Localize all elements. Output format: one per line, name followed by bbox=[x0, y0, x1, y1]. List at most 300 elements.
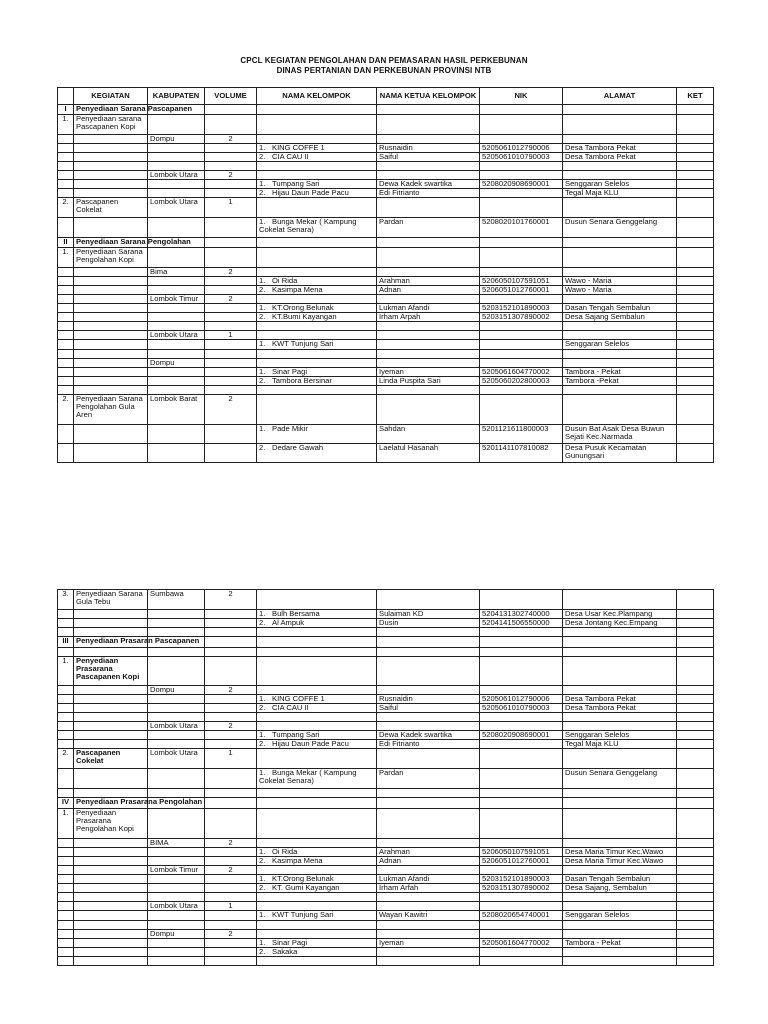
cell-text: Penyediaan Sarana Pengolahan bbox=[76, 237, 191, 246]
cell-num bbox=[58, 171, 74, 180]
cell-text: Lombok Utara bbox=[150, 330, 198, 339]
cell-nik bbox=[480, 789, 563, 798]
cell-text: III bbox=[62, 636, 69, 645]
cell-ket bbox=[677, 939, 714, 948]
group-name: KING COFFE 1 bbox=[272, 143, 325, 152]
group-name: Kasimpa Mena bbox=[272, 285, 323, 294]
cell-text: Desa Tambora Pekat bbox=[565, 143, 636, 152]
cell-volume bbox=[205, 769, 257, 789]
cell-nama-kelompok bbox=[257, 713, 377, 722]
cell-alamat bbox=[563, 286, 677, 295]
cell-text: Dewa Kadek swartika bbox=[379, 730, 453, 739]
cell-ket bbox=[677, 902, 714, 911]
cell-text: 5206051012760001 bbox=[482, 856, 550, 865]
cell-ket bbox=[677, 313, 714, 322]
cell-alamat bbox=[563, 198, 677, 218]
cell-num bbox=[58, 444, 74, 463]
cell-text: Dusin bbox=[379, 618, 399, 627]
cell-kegiatan bbox=[74, 722, 148, 731]
cell-nama-ketua bbox=[377, 628, 480, 637]
cell-text: Sulaiman KD bbox=[379, 609, 424, 618]
cell-kegiatan bbox=[74, 104, 193, 115]
cell-nama-kelompok bbox=[257, 657, 377, 686]
cell-volume bbox=[205, 948, 257, 957]
cell-nama-ketua bbox=[377, 313, 480, 322]
group-name: Oi Rida bbox=[272, 276, 298, 285]
cell-text: Wayan Kawitri bbox=[379, 910, 428, 919]
cell-nama-ketua bbox=[377, 340, 480, 350]
group-name: Hijau Daun Pade Pacu bbox=[272, 188, 349, 197]
cell-ket bbox=[677, 809, 714, 839]
cell-text: Desa Usar Kec.Plampang bbox=[565, 609, 653, 618]
cell-nama-ketua bbox=[377, 331, 480, 340]
cell-nama-kelompok bbox=[257, 893, 377, 902]
cell-nama-kelompok bbox=[257, 619, 377, 628]
cell-nik bbox=[480, 809, 563, 839]
cell-kabupaten bbox=[148, 948, 205, 957]
cell-alamat bbox=[563, 921, 677, 930]
cell-nama-ketua bbox=[377, 798, 480, 809]
cell-nik bbox=[480, 322, 563, 331]
cell-text: Irham Arpah bbox=[379, 312, 421, 321]
cell-nama-kelompok bbox=[257, 322, 377, 331]
cell-nama-ketua bbox=[377, 921, 480, 930]
cell-num bbox=[58, 704, 74, 713]
cell-kegiatan bbox=[74, 902, 148, 911]
cell-text: Desa Tambora Pekat bbox=[565, 694, 636, 703]
cell-volume bbox=[205, 648, 257, 657]
member-number: 1. bbox=[259, 938, 266, 947]
table-row bbox=[58, 911, 714, 921]
cell-kabupaten bbox=[148, 444, 205, 463]
cell-nik bbox=[480, 198, 563, 218]
cell-nama-kelompok bbox=[257, 948, 377, 957]
cell-kegiatan bbox=[74, 957, 148, 966]
cell-num bbox=[58, 115, 74, 135]
cell-text: Dompu bbox=[150, 929, 175, 938]
cell-kegiatan bbox=[74, 731, 148, 740]
cell-ket bbox=[677, 153, 714, 162]
cell-nik bbox=[480, 115, 563, 135]
header-cell-volume: VOLUME bbox=[205, 88, 257, 105]
cell-alamat bbox=[563, 939, 677, 948]
cell-text: Lombok Utara bbox=[150, 197, 198, 206]
cell-alamat bbox=[563, 425, 677, 444]
cell-kabupaten bbox=[148, 115, 205, 135]
cell-num bbox=[58, 798, 74, 809]
cell-nama-kelompok bbox=[257, 444, 377, 463]
cell-nama-ketua bbox=[377, 893, 480, 902]
cell-nik bbox=[480, 939, 563, 948]
cell-nama-ketua bbox=[377, 105, 480, 115]
cell-text: Desa Sajang, Sembalun bbox=[565, 883, 647, 892]
cell-nama-kelompok bbox=[257, 218, 377, 238]
cell-nik bbox=[480, 911, 563, 921]
cell-nama-kelompok bbox=[257, 637, 377, 648]
cell-kabupaten bbox=[148, 331, 205, 340]
cell-nik bbox=[480, 444, 563, 463]
cell-text: Lombok Utara bbox=[150, 721, 198, 730]
cell-ket bbox=[677, 686, 714, 695]
cell-ket bbox=[677, 359, 714, 368]
cell-num bbox=[58, 304, 74, 313]
cell-volume bbox=[205, 957, 257, 966]
cell-num bbox=[58, 749, 74, 769]
cell-kegiatan bbox=[74, 686, 148, 695]
cell-nama-ketua bbox=[377, 386, 480, 395]
cell-text: 5206051012760001 bbox=[482, 285, 550, 294]
group-name: Oi Rida bbox=[272, 847, 298, 856]
cell-volume bbox=[205, 171, 257, 180]
cell-nik bbox=[480, 798, 563, 809]
cell-text: 5205061604770002 bbox=[482, 367, 550, 376]
cell-text: Arahman bbox=[379, 276, 410, 285]
cell-alamat bbox=[563, 153, 677, 162]
cell-kabupaten bbox=[148, 610, 205, 619]
cell-nik bbox=[480, 657, 563, 686]
cell-text: Linda Puspita Sari bbox=[379, 376, 441, 385]
cell-kegiatan bbox=[74, 322, 148, 331]
cell-ket bbox=[677, 657, 714, 686]
cell-text: 2 bbox=[228, 929, 233, 938]
cell-nama-ketua bbox=[377, 395, 480, 425]
cell-text: Senggaran Selelos bbox=[565, 179, 630, 188]
cell-text: 5208020654740001 bbox=[482, 910, 550, 919]
cell-volume bbox=[205, 180, 257, 189]
cell-volume bbox=[205, 425, 257, 444]
cell-num bbox=[58, 911, 74, 921]
cell-text: 1 bbox=[228, 197, 233, 206]
cell-kegiatan bbox=[74, 809, 148, 839]
cell-nik bbox=[480, 857, 563, 866]
cell-ket bbox=[677, 857, 714, 866]
cell-text: 2 bbox=[228, 267, 233, 276]
cell-volume bbox=[205, 144, 257, 153]
cell-volume bbox=[205, 731, 257, 740]
cell-ket bbox=[677, 218, 714, 238]
cell-nik bbox=[480, 340, 563, 350]
group-name: KWT Tunjung Sari bbox=[272, 339, 334, 348]
cell-kegiatan bbox=[74, 135, 148, 144]
cell-num bbox=[58, 722, 74, 731]
member-number: 1. bbox=[259, 424, 266, 433]
cell-ket bbox=[677, 695, 714, 704]
cell-volume bbox=[205, 359, 257, 368]
cell-nik bbox=[480, 769, 563, 789]
cell-ket bbox=[677, 144, 714, 153]
cell-nik bbox=[480, 425, 563, 444]
cell-nama-ketua bbox=[377, 162, 480, 171]
cell-num bbox=[58, 939, 74, 948]
cell-kegiatan bbox=[74, 911, 148, 921]
cell-nama-ketua bbox=[377, 619, 480, 628]
cell-text: Saiful bbox=[379, 152, 398, 161]
cell-ket bbox=[677, 115, 714, 135]
cell-num bbox=[58, 713, 74, 722]
cell-nama-kelompok bbox=[257, 313, 377, 322]
cell-ket bbox=[677, 798, 714, 809]
cell-text: Penyediaan Sarana Pascapanen bbox=[76, 104, 193, 113]
cell-text: Penyediaan Prasaran Pascapanen bbox=[76, 636, 200, 645]
cell-kegiatan bbox=[74, 368, 148, 377]
table-row bbox=[58, 619, 714, 628]
cell-text: Lombok Utara bbox=[150, 170, 198, 179]
cell-num bbox=[58, 857, 74, 866]
cell-num bbox=[58, 218, 74, 238]
cell-text: Arahman bbox=[379, 847, 410, 856]
cell-nik bbox=[480, 189, 563, 198]
cell-text: 5205061012790006 bbox=[482, 694, 550, 703]
cell-volume bbox=[205, 304, 257, 313]
table-row bbox=[58, 637, 714, 648]
cell-text: 5208020908690001 bbox=[482, 179, 550, 188]
group-name: KT.Orong Belunak bbox=[272, 303, 334, 312]
member-number: 2. bbox=[259, 856, 266, 865]
cell-text: Desa Sajang Sembalun bbox=[565, 312, 645, 321]
cell-kabupaten bbox=[148, 590, 205, 610]
cell-text: Lombok Timur bbox=[150, 865, 199, 874]
table-row bbox=[58, 425, 714, 444]
cell-kabupaten bbox=[148, 875, 205, 884]
cell-nama-ketua bbox=[377, 749, 480, 769]
cell-text: Dewa Kadek swartika bbox=[379, 179, 453, 188]
cell-volume bbox=[205, 619, 257, 628]
cell-nama-kelompok bbox=[257, 340, 377, 350]
cell-text: Pascapanen Cokelat bbox=[76, 748, 121, 765]
cell-text: Adnan bbox=[379, 285, 401, 294]
cell-kegiatan bbox=[74, 180, 148, 189]
cell-text: 5203151307890002 bbox=[482, 883, 550, 892]
group-name: Sinar Pagi bbox=[272, 367, 308, 376]
cell-nik bbox=[480, 395, 563, 425]
cell-kegiatan bbox=[74, 884, 148, 893]
cell-text: 1. bbox=[62, 656, 69, 665]
cell-ket bbox=[677, 444, 714, 463]
cell-text: Lombok Timur bbox=[150, 294, 199, 303]
cell-text: Penyediaan Prasarana Pengolahan Kopi bbox=[76, 808, 134, 833]
cell-num bbox=[58, 769, 74, 789]
cell-ket bbox=[677, 304, 714, 313]
cell-nik bbox=[480, 377, 563, 386]
cell-nik bbox=[480, 704, 563, 713]
table-row bbox=[58, 948, 714, 957]
cell-text: Senggaran Selelos bbox=[565, 910, 630, 919]
cell-num bbox=[58, 162, 74, 171]
cell-volume bbox=[205, 350, 257, 359]
cell-volume bbox=[205, 218, 257, 238]
cell-kegiatan bbox=[74, 590, 148, 610]
cell-text: Penyediaan Prasarana Pascapanen Kopi bbox=[76, 656, 140, 681]
cell-kabupaten bbox=[148, 248, 205, 268]
table-row bbox=[58, 749, 714, 769]
cell-kegiatan bbox=[74, 875, 148, 884]
cell-kegiatan bbox=[74, 153, 148, 162]
cell-nama-ketua bbox=[377, 884, 480, 893]
cell-nama-ketua bbox=[377, 657, 480, 686]
member-number: 1. bbox=[259, 367, 266, 376]
cell-nik bbox=[480, 731, 563, 740]
cell-alamat bbox=[563, 957, 677, 966]
cell-volume bbox=[205, 722, 257, 731]
cell-text: Desa Pusuk Kecamatan Gunungsari bbox=[565, 443, 647, 460]
group-name: Tumpang Sari bbox=[272, 730, 320, 739]
header-cell-num bbox=[58, 88, 74, 105]
cell-ket bbox=[677, 189, 714, 198]
cell-kabupaten bbox=[148, 930, 205, 939]
group-name: Kasimpa Mena bbox=[272, 856, 323, 865]
cell-text: Iyeman bbox=[379, 367, 404, 376]
cell-kabupaten bbox=[148, 902, 205, 911]
cell-kabupaten bbox=[148, 218, 205, 238]
cell-alamat bbox=[563, 395, 677, 425]
cell-ket bbox=[677, 368, 714, 377]
cell-text: Sahdan bbox=[379, 424, 406, 433]
cell-nik bbox=[480, 628, 563, 637]
cell-nama-kelompok bbox=[257, 957, 377, 966]
header-cell-nama-ketua: NAMA KETUA KELOMPOK bbox=[377, 88, 480, 105]
cell-num bbox=[58, 902, 74, 911]
group-name: Tumpang Sari bbox=[272, 179, 320, 188]
cell-nama-kelompok bbox=[257, 769, 377, 789]
cell-text: 5204141506550000 bbox=[482, 618, 550, 627]
cell-text: 5205060202800003 bbox=[482, 376, 550, 385]
cell-num bbox=[58, 135, 74, 144]
cell-ket bbox=[677, 749, 714, 769]
table-row bbox=[58, 939, 714, 948]
cell-volume bbox=[205, 637, 257, 648]
cell-kegiatan bbox=[74, 704, 148, 713]
header-cell-nik: NIK bbox=[480, 88, 563, 105]
group-name: Sakaka bbox=[272, 947, 298, 956]
member-number: 1. bbox=[259, 217, 266, 226]
cell-volume bbox=[205, 395, 257, 425]
member-number: 2. bbox=[259, 883, 266, 892]
cell-text: 3. bbox=[62, 589, 69, 598]
cell-num bbox=[58, 637, 74, 648]
cell-num bbox=[58, 105, 74, 115]
cell-volume bbox=[205, 939, 257, 948]
cell-nik bbox=[480, 105, 563, 115]
member-number: 1. bbox=[259, 339, 266, 348]
cell-volume bbox=[205, 115, 257, 135]
cell-text: 2 bbox=[228, 865, 233, 874]
cell-alamat bbox=[563, 884, 677, 893]
group-name: Hijau Daun Pade Pacu bbox=[272, 739, 349, 748]
cell-text: 5205061012790006 bbox=[482, 143, 550, 152]
cell-volume bbox=[205, 313, 257, 322]
cell-text: 5205061010790003 bbox=[482, 703, 550, 712]
cell-volume bbox=[205, 875, 257, 884]
cell-num bbox=[58, 340, 74, 350]
group-name: Bulh Bersama bbox=[272, 609, 320, 618]
cell-nama-ketua bbox=[377, 713, 480, 722]
cell-text: 5203152101890003 bbox=[482, 874, 550, 883]
cell-kegiatan bbox=[74, 313, 148, 322]
cell-text: Iyeman bbox=[379, 938, 404, 947]
table-row bbox=[58, 105, 714, 115]
cell-text: Dasan Tengah Sembalun bbox=[565, 303, 651, 312]
cell-text: 5204131302740000 bbox=[482, 609, 550, 618]
member-number: 1. bbox=[259, 143, 266, 152]
group-name: Dedare Gawah bbox=[272, 443, 324, 452]
cell-text: Lukman Afandi bbox=[379, 874, 430, 883]
cell-ket bbox=[677, 180, 714, 189]
group-name: Pade Mikir bbox=[272, 424, 308, 433]
cell-alamat bbox=[563, 893, 677, 902]
cell-alamat bbox=[563, 798, 677, 809]
cell-ket bbox=[677, 731, 714, 740]
cell-alamat bbox=[563, 590, 677, 610]
cell-num bbox=[58, 350, 74, 359]
cell-kabupaten bbox=[148, 884, 205, 893]
cell-kegiatan bbox=[74, 162, 148, 171]
cell-nik bbox=[480, 218, 563, 238]
cell-text: Pardan bbox=[379, 217, 404, 226]
cell-kabupaten bbox=[148, 368, 205, 377]
cell-num bbox=[58, 153, 74, 162]
cell-ket bbox=[677, 395, 714, 425]
cell-kabupaten bbox=[148, 340, 205, 350]
cell-nama-ketua bbox=[377, 789, 480, 798]
cell-nik bbox=[480, 313, 563, 322]
cell-text: 1 bbox=[228, 330, 233, 339]
cell-text: 1 bbox=[228, 748, 233, 757]
cell-nik bbox=[480, 637, 563, 648]
cell-nama-ketua bbox=[377, 153, 480, 162]
cell-volume bbox=[205, 198, 257, 218]
cell-ket bbox=[677, 921, 714, 930]
cell-ket bbox=[677, 648, 714, 657]
cell-nik bbox=[480, 286, 563, 295]
cell-nama-kelompok bbox=[257, 115, 377, 135]
cell-text: 1 bbox=[228, 901, 233, 910]
cell-kegiatan bbox=[74, 248, 148, 268]
cell-text: 5201141107810082 bbox=[482, 443, 549, 452]
document-title-line1: CPCL KEGIATAN PENGOLAHAN DAN PEMASARAN HASIL PERKEBUNAN bbox=[240, 56, 528, 65]
group-name: KT.Orong Belunak bbox=[272, 874, 334, 883]
cell-kegiatan bbox=[74, 115, 148, 135]
cell-text: Lombok Barat bbox=[150, 394, 198, 403]
cell-nik bbox=[480, 386, 563, 395]
cell-ket bbox=[677, 340, 714, 350]
cpcl-table-part1 bbox=[57, 87, 714, 463]
header-cell-kabupaten: KABUPATEN bbox=[148, 88, 205, 105]
cell-nama-ketua bbox=[377, 425, 480, 444]
cell-text: Desa Tambora Pekat bbox=[565, 703, 636, 712]
cell-nama-kelompok bbox=[257, 238, 377, 248]
cell-text: 1. bbox=[62, 808, 69, 817]
cell-nama-kelompok bbox=[257, 198, 377, 218]
cell-kabupaten bbox=[148, 180, 205, 189]
cell-volume bbox=[205, 105, 257, 115]
cell-nik bbox=[480, 893, 563, 902]
cell-volume bbox=[205, 377, 257, 386]
cell-text: 2 bbox=[228, 134, 233, 143]
cell-num bbox=[58, 948, 74, 957]
cell-num bbox=[58, 610, 74, 619]
cell-ket bbox=[677, 331, 714, 340]
cell-ket bbox=[677, 238, 714, 248]
cell-nama-ketua bbox=[377, 911, 480, 921]
cell-text: Penyediaan Sarana Pengolahan Gula Aren bbox=[76, 394, 143, 419]
cell-num bbox=[58, 695, 74, 704]
cell-volume bbox=[205, 789, 257, 798]
cell-volume bbox=[205, 686, 257, 695]
cell-nama-ketua bbox=[377, 740, 480, 749]
cell-ket bbox=[677, 105, 714, 115]
cell-kegiatan bbox=[74, 769, 148, 789]
cell-kabupaten bbox=[148, 295, 205, 304]
